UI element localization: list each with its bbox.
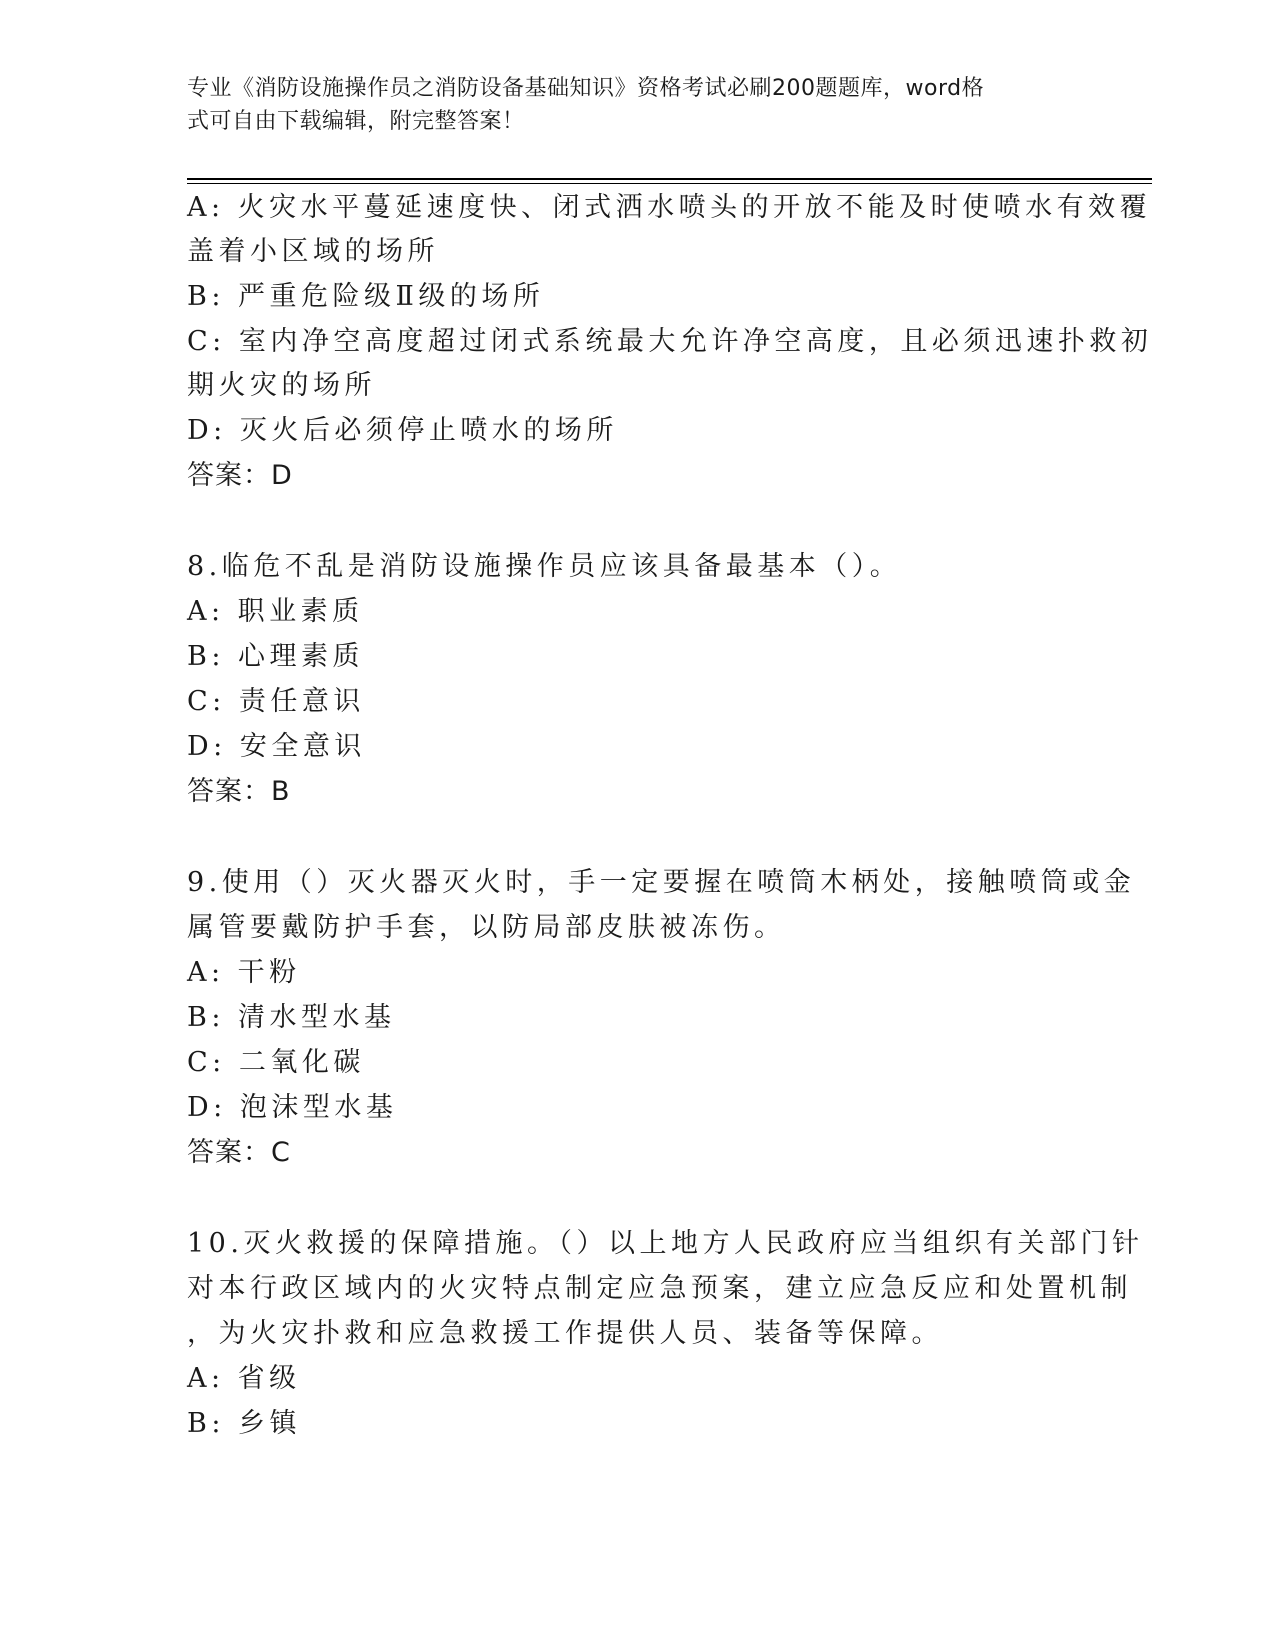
q9-question-line2: 属管要戴防护手套，以防局部皮肤被冻伤。: [187, 912, 786, 943]
q10-option-b: B: 乡镇: [187, 1408, 302, 1439]
q9-option-c: C: 二氧化碳: [187, 1047, 365, 1078]
q9-question-line1: 9.使用（）灭火器灭火时，手一定要握在喷筒木柄处，接触喷筒或金: [187, 867, 1136, 898]
q9-option-a: A: 干粉: [187, 957, 301, 988]
q10-question-line2: 对本行政区域内的火灾特点制定应急预案，建立应急反应和处置机制: [187, 1273, 1132, 1304]
q8-option-d: D: 安全意识: [187, 731, 366, 762]
q7-option-a-line1: A: 火灾水平蔓延速度快、闭式洒水喷头的开放不能及时使喷水有效覆: [187, 192, 1152, 223]
header-line-2: 式可自由下载编辑，附完整答案！: [187, 109, 525, 134]
q9-option-d: D: 泡沫型水基: [187, 1092, 398, 1123]
q10-option-a: A: 省级: [187, 1363, 301, 1394]
q8-answer: 答案：B: [187, 776, 291, 807]
q8-option-c: C: 责任意识: [187, 686, 365, 717]
q10-question-line1: 10.灭火救援的保障措施。（）以上地方人民政府应当组织有关部门针: [187, 1228, 1144, 1259]
header-line-1: 专业《消防设施操作员之消防设备基础知识》资格考试必刷200题题库，word格: [187, 76, 985, 101]
header-divider-thick: [187, 178, 1152, 180]
q7-option-b: B: 严重危险级Ⅱ级的场所: [187, 281, 545, 312]
q7-option-c-line2: 期火灾的场所: [187, 370, 376, 401]
document-header: [187, 72, 1067, 138]
q10-question-line3: ，为火灾扑救和应急救援工作提供人员、装备等保障。: [187, 1318, 943, 1349]
q9-answer: 答案：C: [187, 1137, 291, 1168]
q7-option-a-line2: 盖着小区域的场所: [187, 236, 439, 267]
q7-answer: 答案：D: [187, 460, 293, 491]
header-divider-thin: [187, 183, 1152, 184]
q9-option-b: B: 清水型水基: [187, 1002, 396, 1033]
q8-question: 8.临危不乱是消防设施操作员应该具备最基本（）。: [187, 551, 902, 582]
q8-option-a: A: 职业素质: [187, 596, 364, 627]
q7-option-c-line1: C: 室内净空高度超过闭式系统最大允许净空高度，且必须迅速扑救初: [187, 326, 1153, 357]
q7-option-d: D: 灭火后必须停止喷水的场所: [187, 415, 618, 446]
q8-option-b: B: 心理素质: [187, 641, 365, 672]
